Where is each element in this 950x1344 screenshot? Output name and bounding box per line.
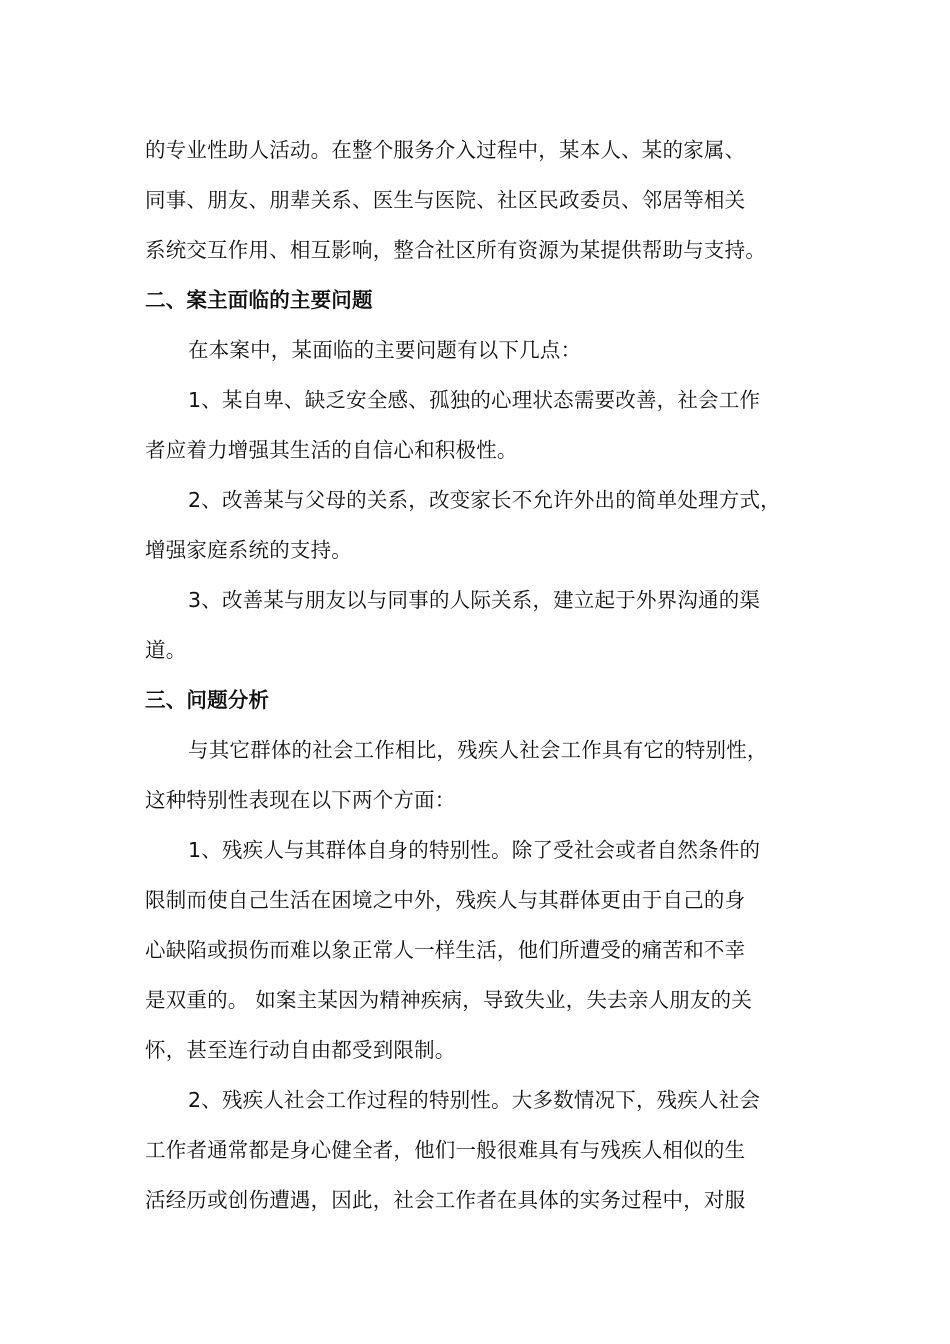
text-line [0, 480, 950, 520]
text-line [0, 430, 950, 470]
section-heading-text: 三、问题分析 [145, 688, 270, 712]
text-line [0, 530, 950, 570]
text-line [0, 930, 950, 970]
text-line [0, 180, 950, 220]
text-line [0, 730, 950, 770]
text-line-content: 系统交互作用、相互影响，整合社区所有资源为某提供帮助与支持。 [145, 238, 766, 262]
text-line [0, 230, 950, 270]
text-line-content: 的专业性助人活动。在整个服务介入过程中，某本人、某的家属、 [145, 138, 746, 162]
text-line [0, 830, 950, 870]
text-line-content: 3、改善某与朋友以与同事的人际关系，建立起于外界沟通的渠 [188, 588, 761, 612]
text-line-content: 者应着力增强其生活的自信心和积极性。 [145, 438, 518, 462]
section-heading [0, 680, 950, 720]
text-line-content: 在本案中，某面临的主要问题有以下几点： [188, 338, 582, 362]
text-line [0, 1080, 950, 1120]
text-line [0, 1030, 950, 1070]
text-line [0, 1130, 950, 1170]
text-line-content: 同事、朋友、朋辈关系、医生与医院、社区民政委员、邻居等相关 [145, 188, 746, 212]
text-line-content: 心缺陷或损伤而难以象正常人一样生活，他们所遭受的痛苦和不幸 [145, 938, 746, 962]
text-line-content: 增强家庭系统的支持。 [145, 538, 352, 562]
text-line-content: 1、残疾人与其群体自身的特别性。除了受社会或者自然条件的 [188, 838, 761, 862]
text-line-content: 与其它群体的社会工作相比，残疾人社会工作具有它的特别性， [188, 738, 768, 762]
section-heading [0, 280, 950, 320]
text-line [0, 880, 950, 920]
text-line-content: 是双重的。 如案主某因为精神疾病，导致失业，失去亲人朋友的关 [145, 988, 753, 1012]
text-line-content: 2、改善某与父母的关系，改变家长不允许外出的简单处理方式， [188, 488, 781, 512]
text-line-content: 限制而使自己生活在困境之中外，残疾人与其群体更由于自己的身 [145, 888, 746, 912]
text-line-content: 怀，甚至连行动自由都受到限制。 [145, 1038, 456, 1062]
text-line [0, 780, 950, 820]
text-line [0, 1180, 950, 1220]
text-line [0, 380, 950, 420]
text-line [0, 580, 950, 620]
section-heading-text: 二、案主面临的主要问题 [145, 288, 373, 312]
text-line-content: 活经历或创伤遭遇，因此，社会工作者在具体的实务过程中，对服 [145, 1188, 746, 1212]
text-line-content: 工作者通常都是身心健全者，他们一般很难具有与残疾人相似的生 [145, 1138, 746, 1162]
text-line [0, 330, 950, 370]
text-line-content: 1、某自卑、缺乏安全感、孤独的心理状态需要改善，社会工作 [188, 388, 761, 412]
text-line [0, 630, 950, 670]
text-line [0, 980, 950, 1020]
text-line [0, 130, 950, 170]
text-line-content: 这种特别性表现在以下两个方面： [145, 788, 456, 812]
text-line-content: 2、残疾人社会工作过程的特别性。大多数情况下，残疾人社会 [188, 1088, 761, 1112]
text-line-content: 道。 [145, 638, 187, 662]
